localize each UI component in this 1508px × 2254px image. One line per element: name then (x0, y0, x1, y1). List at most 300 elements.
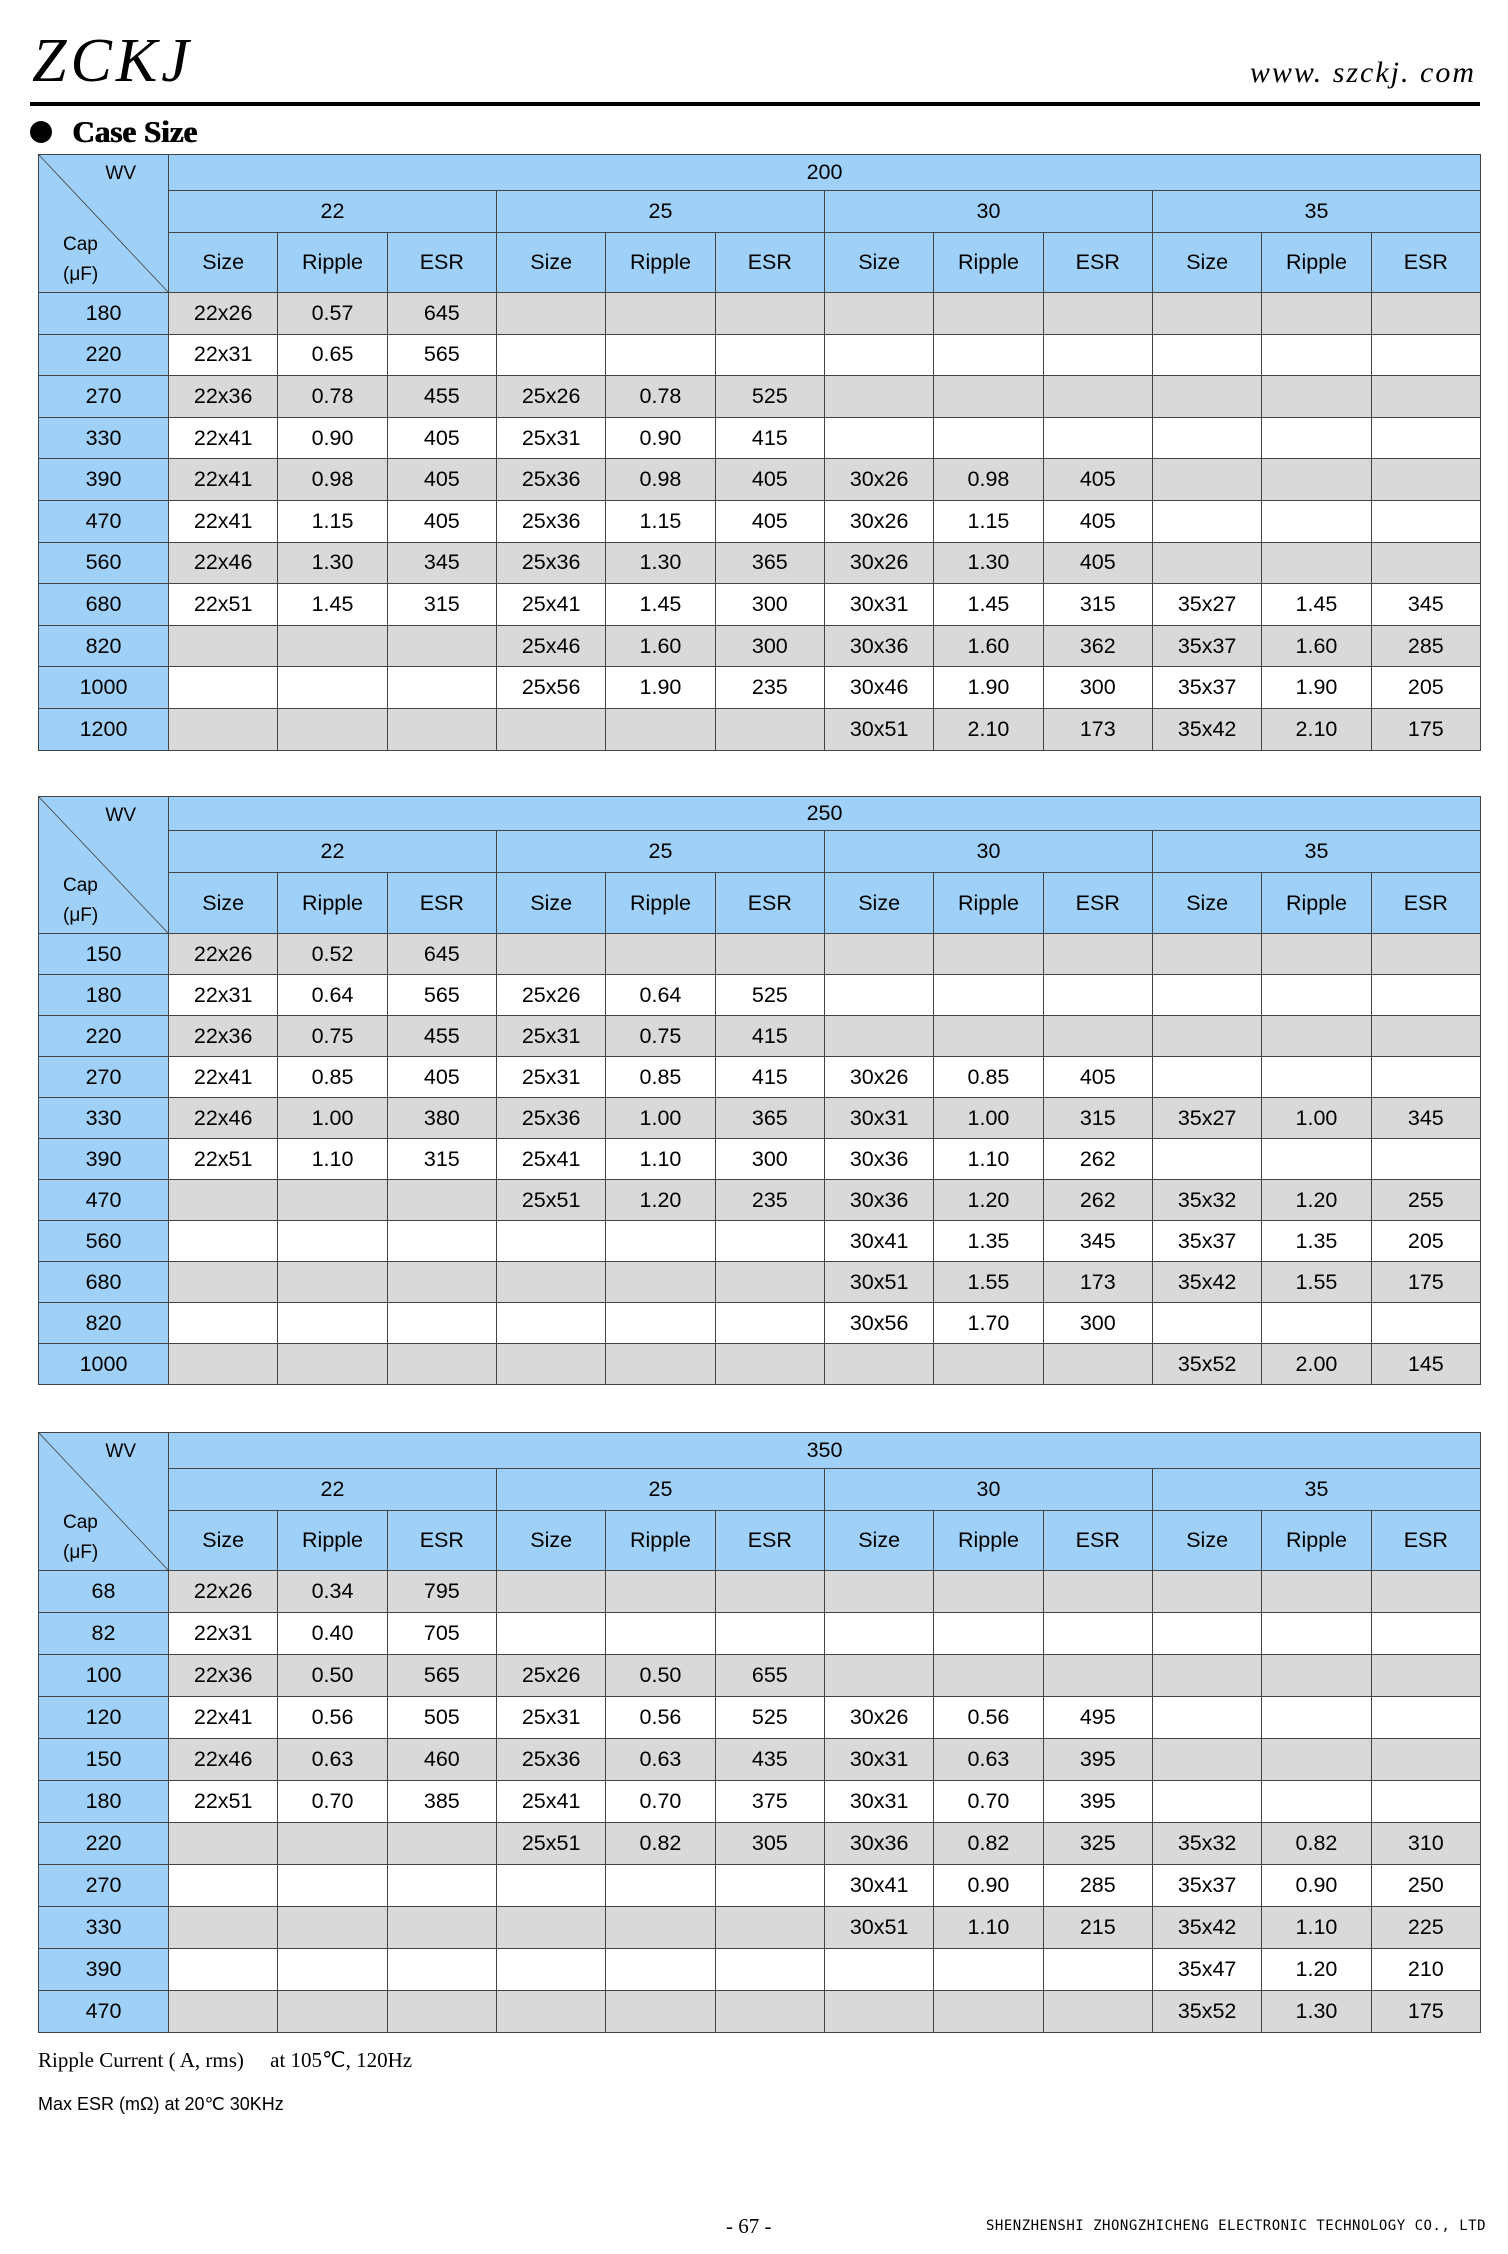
ripple-cell (606, 934, 715, 975)
size-cell: 25x51 (496, 1823, 605, 1865)
case-size-table-250v (38, 796, 1481, 1385)
size-cell: 35x42 (1152, 708, 1261, 750)
size-cell: 22x51 (169, 584, 278, 626)
ripple-cell (934, 934, 1043, 975)
esr-cell: 310 (1371, 1823, 1480, 1865)
company-name: SHENZHENSHI ZHONGZHICHENG ELECTRONIC TECHNOLOGY CO., LTD (985, 2218, 1486, 2234)
esr-column-header: ESR (715, 233, 824, 293)
ripple-cell: 2.10 (934, 708, 1043, 750)
capacitance-cell: 390 (39, 1949, 169, 1991)
size-cell (169, 1262, 278, 1303)
size-cell (169, 1221, 278, 1262)
ripple-cell (606, 1613, 715, 1655)
size-cell (169, 667, 278, 709)
esr-cell: 505 (387, 1697, 496, 1739)
ripple-cell: 0.98 (278, 459, 387, 501)
size-cell (1152, 1739, 1261, 1781)
table-row (39, 1303, 1481, 1344)
esr-cell (1043, 417, 1152, 459)
esr-cell (1371, 1613, 1480, 1655)
page-header (30, 22, 1480, 106)
ripple-cell (278, 1865, 387, 1907)
esr-cell: 235 (715, 1180, 824, 1221)
esr-cell: 325 (1043, 1823, 1152, 1865)
esr-cell: 175 (1371, 1262, 1480, 1303)
esr-column-header: ESR (1043, 233, 1152, 293)
size-cell: 35x37 (1152, 1221, 1261, 1262)
diameter-header: 22 (169, 831, 497, 873)
esr-cell (1371, 500, 1480, 542)
ripple-column-header: Ripple (1262, 1511, 1371, 1571)
size-cell: 30x51 (824, 708, 933, 750)
ripple-cell (934, 334, 1043, 376)
ripple-cell: 1.10 (934, 1139, 1043, 1180)
size-column-header: Size (169, 1511, 278, 1571)
size-cell (824, 1991, 933, 2033)
ripple-cell: 0.57 (278, 293, 387, 335)
ripple-cell: 1.15 (278, 500, 387, 542)
esr-cell (1371, 542, 1480, 584)
size-cell: 25x36 (496, 1739, 605, 1781)
ripple-cell (1262, 934, 1371, 975)
voltage-header: 350 (169, 1433, 1481, 1469)
ripple-cell (934, 1613, 1043, 1655)
table-row (39, 542, 1481, 584)
table-row (39, 1057, 1481, 1098)
size-cell: 30x31 (824, 1781, 933, 1823)
wv-cap-corner-cell (39, 155, 169, 293)
diameter-header: 25 (496, 191, 824, 233)
ripple-cell: 1.60 (1262, 625, 1371, 667)
size-cell (496, 334, 605, 376)
size-cell (169, 1823, 278, 1865)
size-column-header: Size (169, 873, 278, 934)
diameter-header: 30 (824, 1469, 1152, 1511)
esr-note: Max ESR (mΩ) at 20℃ 30KHz (38, 2094, 284, 2114)
esr-cell (1371, 1139, 1480, 1180)
table-row (39, 459, 1481, 501)
ripple-cell (1262, 1016, 1371, 1057)
size-cell (1152, 1697, 1261, 1739)
size-cell (496, 1571, 605, 1613)
table-row (39, 1949, 1481, 1991)
size-cell (1152, 376, 1261, 418)
ripple-cell (278, 1262, 387, 1303)
ripple-cell (934, 1655, 1043, 1697)
ripple-cell: 2.10 (1262, 708, 1371, 750)
size-cell (824, 1571, 933, 1613)
size-cell: 30x41 (824, 1865, 933, 1907)
table-row (39, 1344, 1481, 1385)
ripple-cell (278, 1991, 387, 2033)
ripple-cell (606, 1571, 715, 1613)
capacitance-cell: 150 (39, 1739, 169, 1781)
size-cell (1152, 934, 1261, 975)
esr-cell: 315 (387, 1139, 496, 1180)
table-row (39, 667, 1481, 709)
esr-cell: 215 (1043, 1907, 1152, 1949)
capacitance-cell: 220 (39, 1823, 169, 1865)
diameter-header: 35 (1152, 831, 1480, 873)
size-cell (496, 1221, 605, 1262)
esr-cell: 405 (1043, 459, 1152, 501)
esr-cell (715, 934, 824, 975)
esr-cell (1371, 1697, 1480, 1739)
ripple-cell (934, 1949, 1043, 1991)
esr-column-header: ESR (1043, 1511, 1152, 1571)
size-column-header: Size (824, 1511, 933, 1571)
ripple-cell (278, 708, 387, 750)
size-cell: 30x51 (824, 1907, 933, 1949)
ripple-cell: 0.34 (278, 1571, 387, 1613)
diameter-header: 35 (1152, 191, 1480, 233)
ripple-cell: 0.65 (278, 334, 387, 376)
table-row (39, 1991, 1481, 2033)
capacitance-cell: 820 (39, 1303, 169, 1344)
ripple-column-header: Ripple (606, 873, 715, 934)
ripple-cell: 1.35 (934, 1221, 1043, 1262)
capacitance-cell: 470 (39, 1180, 169, 1221)
capacitance-cell: 470 (39, 500, 169, 542)
cap-unit-label: (μF) (63, 264, 99, 285)
ripple-cell (1262, 1655, 1371, 1697)
ripple-cell (606, 1991, 715, 2033)
size-cell (824, 1655, 933, 1697)
ripple-cell: 1.90 (1262, 667, 1371, 709)
size-cell: 30x26 (824, 500, 933, 542)
table-row (39, 1697, 1481, 1739)
size-cell: 22x51 (169, 1781, 278, 1823)
esr-cell: 285 (1043, 1865, 1152, 1907)
esr-cell (1371, 293, 1480, 335)
ripple-cell: 0.52 (278, 934, 387, 975)
capacitance-cell: 470 (39, 1991, 169, 2033)
table-row (39, 1655, 1481, 1697)
esr-cell (387, 1262, 496, 1303)
size-column-header: Size (1152, 1511, 1261, 1571)
size-cell: 30x51 (824, 1262, 933, 1303)
wv-label: WV (105, 805, 136, 826)
capacitance-cell: 560 (39, 1221, 169, 1262)
ripple-cell: 0.50 (606, 1655, 715, 1697)
capacitance-cell: 390 (39, 1139, 169, 1180)
size-column-header: Size (824, 233, 933, 293)
size-cell (1152, 975, 1261, 1016)
esr-cell: 315 (1043, 584, 1152, 626)
table-row (39, 1016, 1481, 1057)
ripple-cell: 1.90 (934, 667, 1043, 709)
ripple-cell: 1.55 (934, 1262, 1043, 1303)
ripple-cell: 1.30 (934, 542, 1043, 584)
ripple-column-header: Ripple (1262, 873, 1371, 934)
esr-cell (387, 625, 496, 667)
table-row (39, 334, 1481, 376)
esr-cell: 235 (715, 667, 824, 709)
ripple-cell: 1.45 (606, 584, 715, 626)
esr-cell (1043, 334, 1152, 376)
page-number: - 67 - (726, 2214, 772, 2238)
ripple-cell (278, 625, 387, 667)
table-row (39, 1739, 1481, 1781)
esr-cell: 365 (715, 542, 824, 584)
wv-label: WV (105, 163, 136, 184)
ripple-cell: 1.10 (1262, 1907, 1371, 1949)
ripple-cell (606, 708, 715, 750)
esr-cell (1043, 934, 1152, 975)
size-cell: 35x52 (1152, 1344, 1261, 1385)
capacitance-cell: 680 (39, 1262, 169, 1303)
size-cell (824, 975, 933, 1016)
table-row (39, 1823, 1481, 1865)
size-cell: 35x27 (1152, 1098, 1261, 1139)
ripple-cell: 1.45 (934, 584, 1043, 626)
size-cell: 22x41 (169, 1057, 278, 1098)
esr-cell: 565 (387, 975, 496, 1016)
ripple-column-header: Ripple (606, 1511, 715, 1571)
size-column-header: Size (496, 1511, 605, 1571)
size-cell: 30x26 (824, 459, 933, 501)
esr-cell (715, 1865, 824, 1907)
ripple-cell: 1.15 (606, 500, 715, 542)
ripple-cell: 0.90 (934, 1865, 1043, 1907)
esr-cell: 455 (387, 1016, 496, 1057)
ripple-cell (934, 1344, 1043, 1385)
table-row (39, 1613, 1481, 1655)
ripple-cell: 0.85 (606, 1057, 715, 1098)
ripple-cell: 0.63 (934, 1739, 1043, 1781)
ripple-cell: 0.70 (606, 1781, 715, 1823)
ripple-cell (1262, 1739, 1371, 1781)
size-cell: 25x36 (496, 1098, 605, 1139)
esr-cell (1043, 1949, 1152, 1991)
esr-cell: 173 (1043, 1262, 1152, 1303)
esr-cell: 145 (1371, 1344, 1480, 1385)
size-cell (496, 1907, 605, 1949)
esr-cell (715, 1949, 824, 1991)
size-cell (496, 1613, 605, 1655)
size-cell (824, 1613, 933, 1655)
capacitance-cell: 270 (39, 376, 169, 418)
size-cell: 35x52 (1152, 1991, 1261, 2033)
esr-column-header: ESR (387, 233, 496, 293)
esr-column-header: ESR (1371, 233, 1480, 293)
size-cell: 30x31 (824, 1098, 933, 1139)
size-cell: 25x31 (496, 1016, 605, 1057)
esr-cell (715, 1613, 824, 1655)
wv-cap-corner-cell (39, 1433, 169, 1571)
ripple-cell (278, 667, 387, 709)
size-cell: 25x26 (496, 376, 605, 418)
esr-cell (1371, 376, 1480, 418)
esr-cell: 205 (1371, 1221, 1480, 1262)
esr-cell: 175 (1371, 708, 1480, 750)
ripple-cell: 0.78 (606, 376, 715, 418)
ripple-cell: 1.45 (278, 584, 387, 626)
size-cell (496, 1949, 605, 1991)
ripple-cell: 0.64 (278, 975, 387, 1016)
ripple-cell (1262, 1139, 1371, 1180)
esr-cell: 385 (387, 1781, 496, 1823)
voltage-header: 250 (169, 797, 1481, 831)
ripple-cell: 1.10 (934, 1907, 1043, 1949)
size-cell: 25x31 (496, 1697, 605, 1739)
capacitance-cell: 560 (39, 542, 169, 584)
ripple-cell: 0.90 (1262, 1865, 1371, 1907)
size-cell: 25x26 (496, 975, 605, 1016)
cap-label: Cap (63, 1512, 98, 1533)
size-cell (1152, 1571, 1261, 1613)
company-logo: ZCKJ (32, 27, 193, 95)
ripple-cell: 1.55 (1262, 1262, 1371, 1303)
esr-cell (715, 1344, 824, 1385)
ripple-cell: 1.20 (934, 1180, 1043, 1221)
ripple-cell (278, 1823, 387, 1865)
ripple-cell: 1.60 (606, 625, 715, 667)
section-heading (30, 110, 197, 154)
ripple-cell: 0.75 (278, 1016, 387, 1057)
ripple-cell: 1.30 (278, 542, 387, 584)
size-cell (169, 1303, 278, 1344)
esr-cell: 262 (1043, 1180, 1152, 1221)
ripple-cell: 1.00 (278, 1098, 387, 1139)
size-cell (496, 1865, 605, 1907)
ripple-cell (606, 1262, 715, 1303)
esr-cell: 173 (1043, 708, 1152, 750)
esr-cell (1371, 1739, 1480, 1781)
size-cell (169, 1907, 278, 1949)
esr-cell: 250 (1371, 1865, 1480, 1907)
size-cell: 25x36 (496, 542, 605, 584)
table-row (39, 625, 1481, 667)
ripple-cell (1262, 1697, 1371, 1739)
esr-cell: 405 (715, 500, 824, 542)
size-cell: 25x56 (496, 667, 605, 709)
esr-cell (715, 1262, 824, 1303)
esr-cell: 405 (1043, 1057, 1152, 1098)
website-url: www. szckj. com (1249, 56, 1476, 89)
esr-cell: 645 (387, 934, 496, 975)
table-row (39, 1098, 1481, 1139)
ripple-cell (1262, 542, 1371, 584)
ripple-cell (1262, 334, 1371, 376)
case-size-table-350v (38, 1432, 1481, 2033)
table-row (39, 975, 1481, 1016)
size-cell (1152, 417, 1261, 459)
table-row (39, 1180, 1481, 1221)
size-cell: 30x31 (824, 584, 933, 626)
size-cell: 30x46 (824, 667, 933, 709)
ripple-column-header: Ripple (278, 1511, 387, 1571)
size-cell (824, 293, 933, 335)
size-cell (169, 1991, 278, 2033)
esr-cell (387, 708, 496, 750)
ripple-cell (1262, 1781, 1371, 1823)
esr-cell (1371, 1571, 1480, 1613)
diameter-header: 30 (824, 831, 1152, 873)
capacitance-cell: 270 (39, 1865, 169, 1907)
size-cell: 25x31 (496, 417, 605, 459)
ripple-cell: 0.70 (278, 1781, 387, 1823)
table-row (39, 934, 1481, 975)
size-cell (496, 934, 605, 975)
ripple-cell (934, 417, 1043, 459)
diameter-header: 25 (496, 831, 824, 873)
esr-cell: 362 (1043, 625, 1152, 667)
esr-column-header: ESR (387, 873, 496, 934)
esr-cell (387, 667, 496, 709)
esr-cell (715, 293, 824, 335)
ripple-cell: 1.90 (606, 667, 715, 709)
esr-cell: 300 (715, 1139, 824, 1180)
esr-cell: 525 (715, 1697, 824, 1739)
esr-cell (1043, 293, 1152, 335)
diameter-header: 22 (169, 191, 497, 233)
ripple-cell (1262, 293, 1371, 335)
esr-cell: 205 (1371, 667, 1480, 709)
ripple-cell: 2.00 (1262, 1344, 1371, 1385)
ripple-cell (934, 1016, 1043, 1057)
esr-cell: 395 (1043, 1739, 1152, 1781)
ripple-cell: 0.50 (278, 1655, 387, 1697)
size-cell (496, 708, 605, 750)
esr-cell: 415 (715, 1057, 824, 1098)
table-row (39, 1139, 1481, 1180)
size-cell: 25x51 (496, 1180, 605, 1221)
capacitance-cell: 330 (39, 1098, 169, 1139)
ripple-cell: 0.82 (1262, 1823, 1371, 1865)
capacitance-cell: 330 (39, 1907, 169, 1949)
esr-cell: 262 (1043, 1139, 1152, 1180)
size-cell: 22x41 (169, 1697, 278, 1739)
size-cell: 25x36 (496, 500, 605, 542)
size-cell (1152, 334, 1261, 376)
size-cell (169, 1180, 278, 1221)
esr-column-header: ESR (715, 1511, 824, 1571)
size-cell: 35x27 (1152, 584, 1261, 626)
size-cell: 35x47 (1152, 1949, 1261, 1991)
voltage-header: 200 (169, 155, 1481, 191)
size-cell: 35x32 (1152, 1823, 1261, 1865)
size-cell (496, 1262, 605, 1303)
diameter-header: 22 (169, 1469, 497, 1511)
ripple-cell: 0.64 (606, 975, 715, 1016)
ripple-cell (1262, 975, 1371, 1016)
esr-cell (387, 1344, 496, 1385)
size-cell: 22x46 (169, 1098, 278, 1139)
ripple-cell (278, 1221, 387, 1262)
size-column-header: Size (824, 873, 933, 934)
ripple-cell (606, 1949, 715, 1991)
esr-cell (1043, 1344, 1152, 1385)
esr-cell: 315 (387, 584, 496, 626)
capacitance-cell: 180 (39, 293, 169, 335)
size-cell: 22x31 (169, 334, 278, 376)
esr-cell (1371, 334, 1480, 376)
esr-cell (387, 1221, 496, 1262)
esr-cell (715, 1221, 824, 1262)
size-column-header: Size (1152, 873, 1261, 934)
esr-cell: 305 (715, 1823, 824, 1865)
capacitance-cell: 220 (39, 1016, 169, 1057)
ripple-cell: 1.20 (1262, 1949, 1371, 1991)
ripple-cell: 1.30 (606, 542, 715, 584)
capacitance-cell: 180 (39, 1781, 169, 1823)
esr-cell: 645 (387, 293, 496, 335)
size-cell (1152, 1781, 1261, 1823)
esr-column-header: ESR (1371, 1511, 1480, 1571)
esr-column-header: ESR (715, 873, 824, 934)
ripple-cell (278, 1303, 387, 1344)
